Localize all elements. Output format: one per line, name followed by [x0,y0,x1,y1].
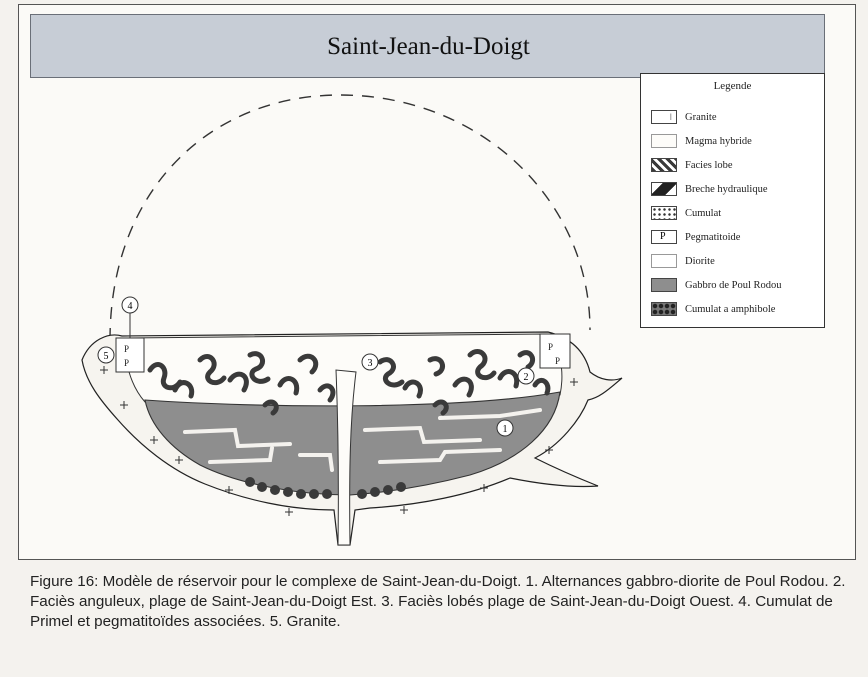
pegmatitoid-swatch: P [651,230,677,244]
svg-text:5: 5 [103,351,109,362]
svg-text:P: P [555,356,561,366]
legend-item-pegmatitoid: P Pegmatitoide [651,228,740,246]
svg-text:2: 2 [523,372,529,383]
legend-item-gabbro: Gabbro de Poul Rodou [651,276,782,294]
figure-caption: Figure 16: Modèle de réservoir pour le complexe de Saint-Jean-du-Doigt. 1. Alternances gabbro-diorite de Poul Rodou. 2. Faciès anguleux, plage de Saint-Jean-du-Doigt Est. 3. Faciès lobés plage de Saint-Jean-du-Doigt Ouest. 4. Cumulat de Primel et pegmatitoïdes associées. 5. Granite. [30,573,846,630]
legend-item-breche: Breche hydraulique [651,180,768,198]
amphibole-swatch [651,302,677,316]
dome-outline [110,95,590,340]
marker-3 [362,354,378,370]
marker-1 [497,420,513,436]
svg-text:P: P [548,342,554,352]
breche-swatch [651,182,677,196]
hybrid-swatch [651,134,677,148]
lobe-swatch [651,158,677,172]
diagram-title: Saint-Jean-du-Doigt [327,33,530,60]
svg-text:P: P [124,358,130,368]
legend-item-amphibole: Cumulat a amphibole [651,300,775,318]
legend-item-lobe: Facies lobe [651,156,733,174]
marker-2 [518,368,534,384]
marker-5 [98,347,114,363]
legend-title: Legende [713,80,752,92]
legend-box [640,73,825,328]
legend-item-hybrid: Magma hybride [651,132,752,150]
svg-text:3: 3 [367,358,373,369]
legend-item-cumulat: Cumulat [651,204,721,222]
cumulat-swatch [651,206,677,220]
granite-swatch: ǀ [651,110,677,124]
legend-item-diorite: Diorite [651,252,715,270]
legend-item-granite: ǀ Granite [651,108,717,126]
svg-text:4: 4 [127,301,133,312]
svg-text:1: 1 [502,424,508,435]
svg-text:P: P [124,344,130,354]
diorite-swatch [651,254,677,268]
pegmatitoid-pocket-left [116,338,144,372]
marker-4 [122,297,138,313]
gabbro-swatch [651,278,677,292]
